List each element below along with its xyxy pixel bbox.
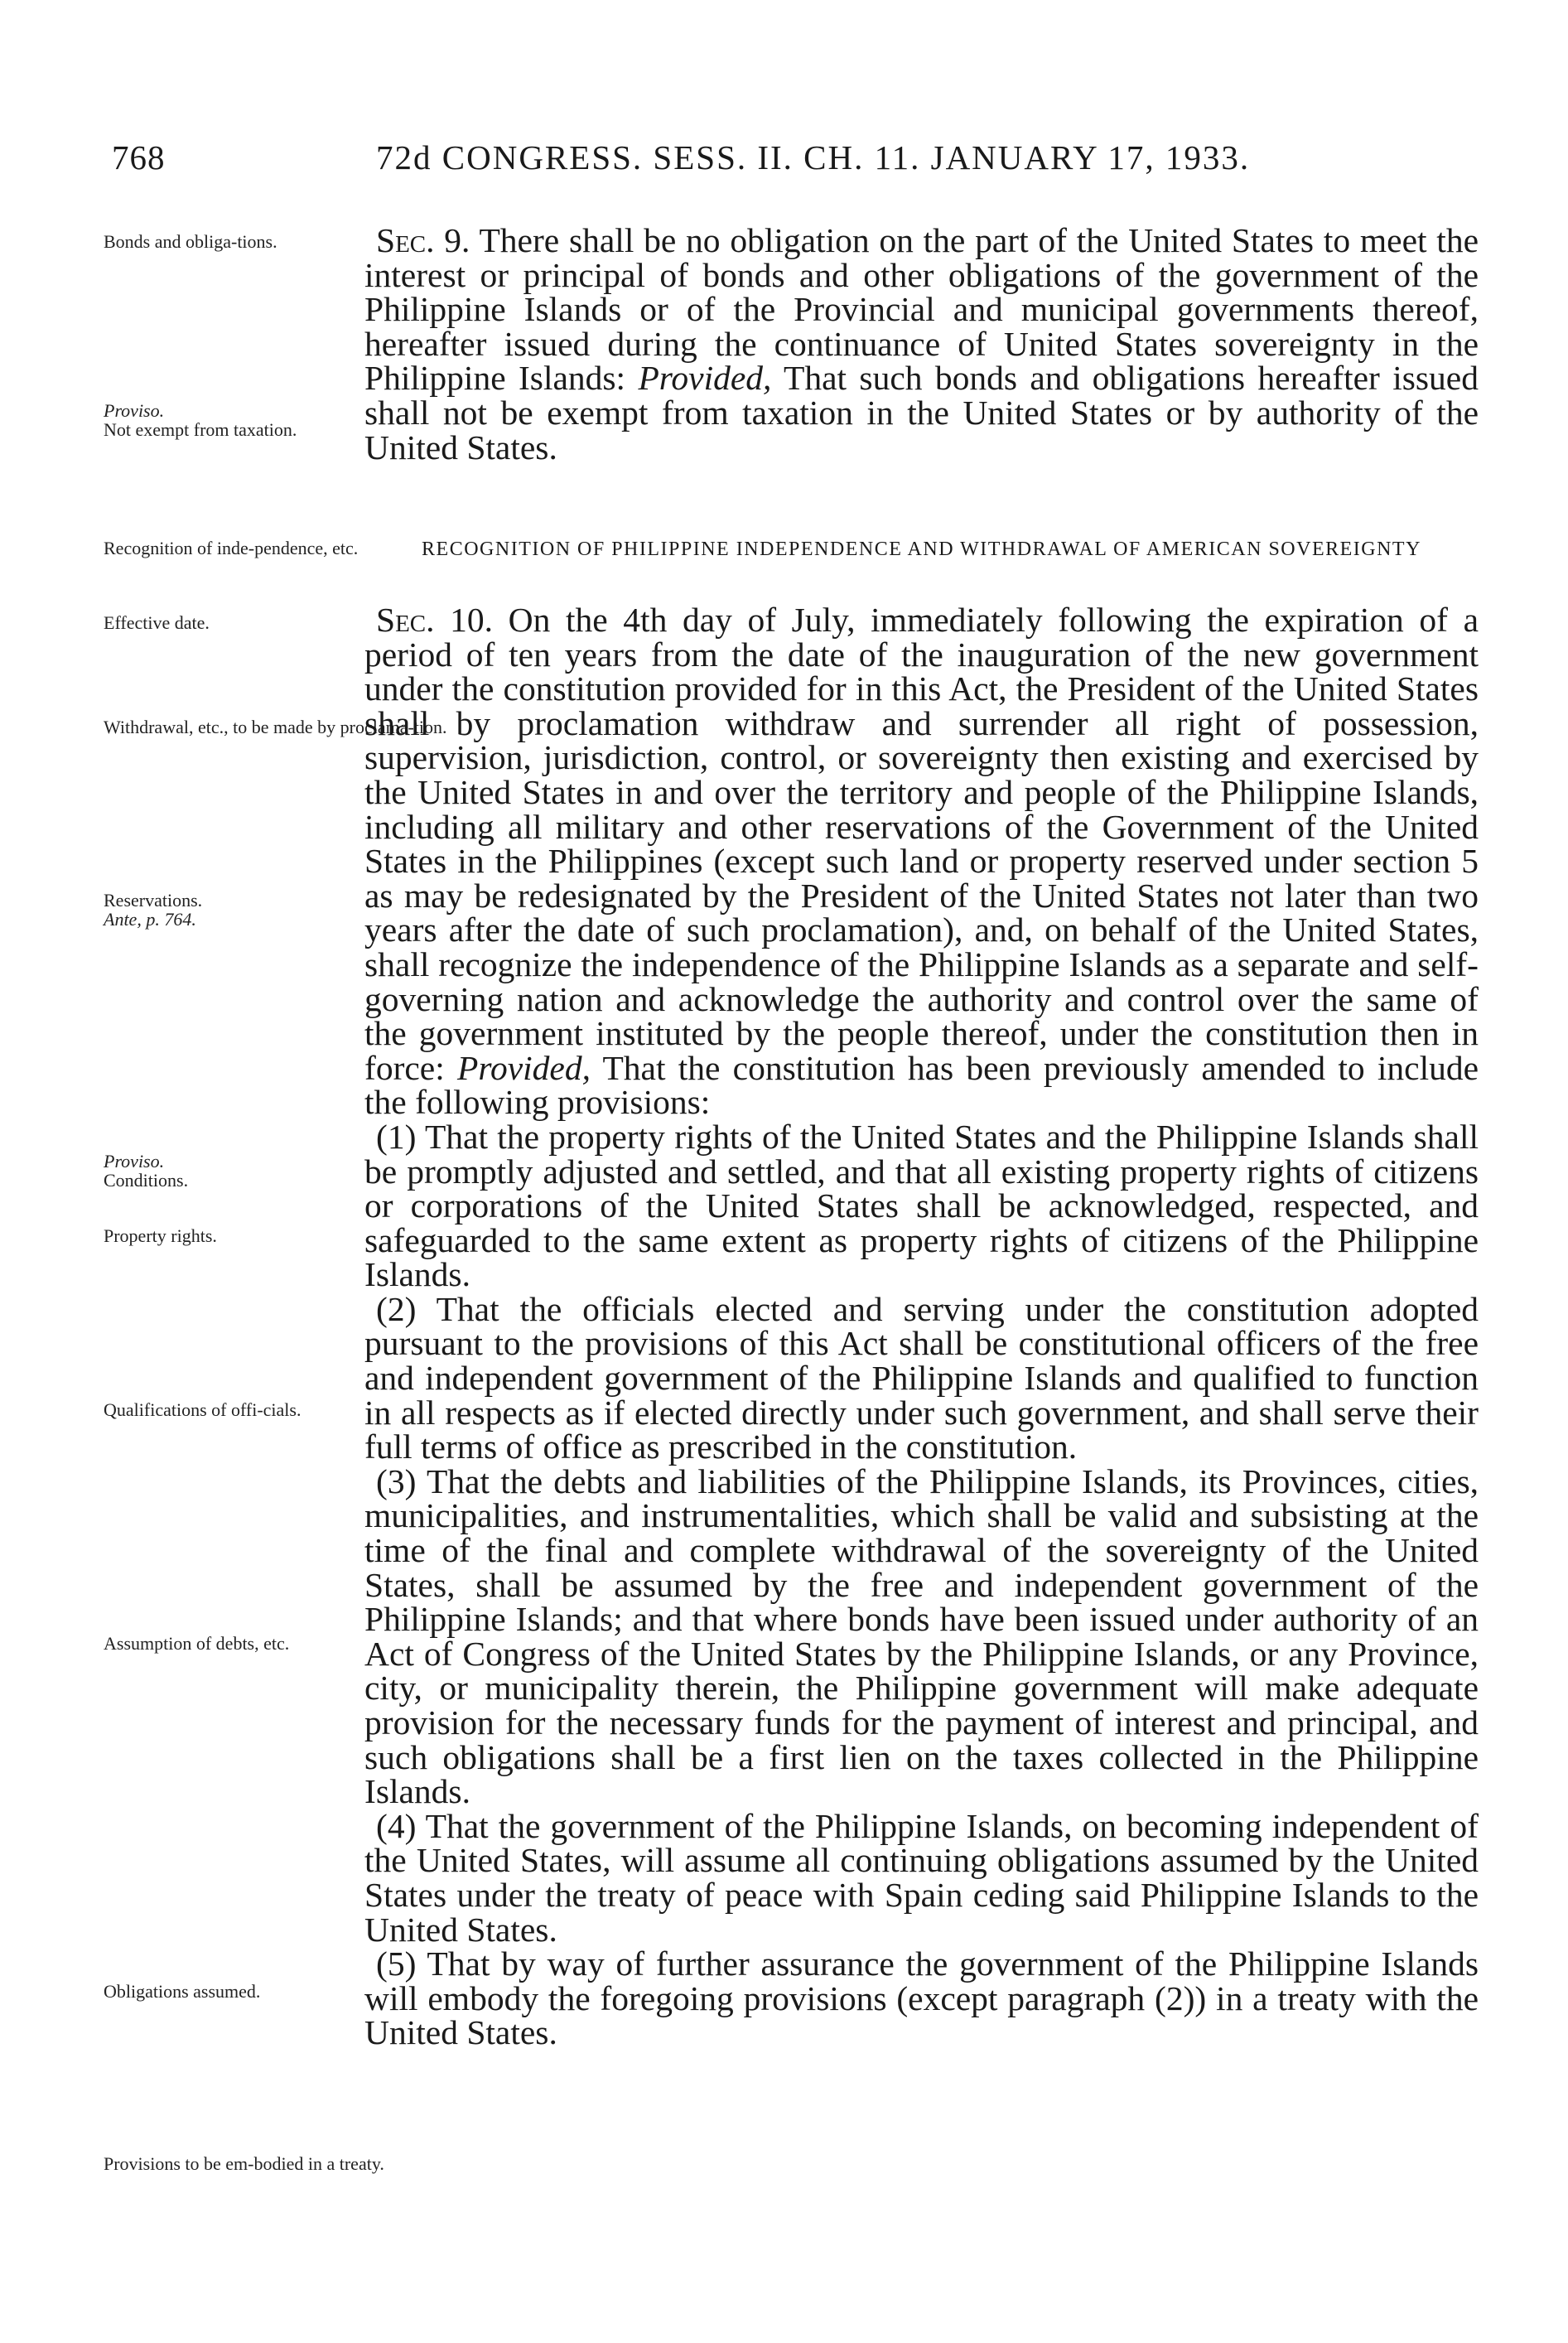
margin-note-reservations: Reservations. (104, 890, 203, 911)
margin-note-not-exempt: Not exempt from taxation. (104, 419, 297, 440)
section-9 (364, 221, 1479, 466)
section-10 (364, 603, 1479, 2051)
provision-5: (5) That by way of further assurance the government of the Philippine Islands will embody the foregoing provisions (except paragraph (2)) in a treaty with the United States. (364, 1944, 1479, 2052)
sec-9-proviso-text: That such bonds and obligations hereafter issued shall not be exempt from taxation in the United States or by authority of the United States. (364, 359, 1479, 466)
margin-note-proviso-2: Proviso. (104, 1151, 165, 1172)
sec-10-proviso-text: That the constitution has been previously amended to include the following provisions: (364, 1048, 1479, 1122)
margin-note-qualifications: Qualifications of offi-cials. (104, 1399, 302, 1420)
sec-10-text: On the 4th day of July, immediately following the expiration of a period of ten years from the date of the inauguration of the new government under the constitution provided for in this Act, the President of the United States shall by proclamation withdraw and surrender all right of possession, supervision, jurisdiction, control, or sovereignty then existing and exercised by the United States in and over the territory and people of the Philippine Islands, including all military and other reservations of the Government of the United States in the Philippines (except such land or property reserved under section 5 as may be redesignated by the President of the United States not later than two years after the date of such proclamation), and, on behalf of the United States, shall recognize the independence of the Philippine Islands as a separate and self-governing nation and acknowledge the authority and control over the same of the government instituted by the people thereof, under the constitution then in force: (364, 601, 1479, 1087)
margin-note-obligations-assumed: Obligations assumed. (104, 1981, 261, 2002)
margin-note-withdrawal: Withdrawal, etc., to be made by proclama-tion. (104, 717, 447, 737)
running-head: 72d CONGRESS. SESS. II. CH. 11. JANUARY 17, 1933. (376, 138, 1251, 176)
sec-9-label: Sec. 9. (376, 221, 470, 259)
sec-9-proviso-word: Provided, (638, 359, 772, 398)
section-heading: RECOGNITION OF PHILIPPINE INDEPENDENCE AND WITHDRAWAL OF AMERICAN SOVEREIGNTY (422, 539, 1421, 560)
provision-2: (2) That the officials elected and serving under the constitution adopted pursuant to the provisions of this Act shall be constitutional officers of the free and independent government of the Philippine Islands and qualified to function in all respects as if elected directly under such government, and shall serve their full terms of office as prescribed in the constitution. (364, 1289, 1479, 1466)
margin-note-ante: Ante, p. 764. (104, 909, 196, 930)
sec-10-label: Sec. 10. (376, 601, 494, 639)
provision-3: (3) That the debts and liabilities of the Philippine Islands, its Provinces, cities, municipalities, and instrumentalities, which shall be valid and subsisting at the time of the final and complete withdrawal of the sovereignty of the United States, shall be assumed by the free and independent government of the Philippine Islands; and that where bonds have been issued under authority of an Act of Congress of the United States by the Philippine Islands, or any Province, city, or municipality therein, the Philippine government will make adequate provision for the necessary funds for the payment of interest and principal, and such obligations shall be a first lien on the taxes collected in the Philippine Islands. (364, 1461, 1479, 1811)
sec-10-proviso-word: Provided, (457, 1048, 591, 1087)
sec-9-text: There shall be no obligation on the part of the United States to meet the interest or principal of bonds and other obligations of the government of the Philippine Islands or of the Provincial and municipal governments thereof, hereafter issued during the continuance of United States sovereignty in the Philippine Islands: (364, 221, 1479, 398)
margin-note-assumption: Assumption of debts, etc. (104, 1633, 290, 1654)
margin-note-property-rights: Property rights. (104, 1225, 217, 1246)
provision-4: (4) That the government of the Philippine Islands, on becoming independent of the United States, will assume all continuing obligations assumed by the United States under the treaty of peace with Spain ceding said Philippine Islands to the United States. (364, 1806, 1479, 1949)
margin-note-proviso: Proviso. (104, 400, 165, 421)
margin-note-effective-date: Effective date. (104, 612, 210, 633)
margin-note-bonds: Bonds and obliga-tions. (104, 231, 277, 252)
provision-1: (1) That the property rights of the United States and the Philippine Islands shall be promptly adjusted and settled, and that all existing property rights of citizens or corporations of the United States shall be acknowledged, respected, and safeguarded to the same extent as property rights of citizens of the Philippine Islands. (364, 1117, 1479, 1294)
margin-note-provisions-treaty: Provisions to be em-bodied in a treaty. (104, 2153, 384, 2174)
page-number: 768 (112, 138, 166, 176)
margin-note-recognition: Recognition of inde-pendence, etc. (104, 538, 359, 558)
margin-note-conditions: Conditions. (104, 1170, 189, 1191)
